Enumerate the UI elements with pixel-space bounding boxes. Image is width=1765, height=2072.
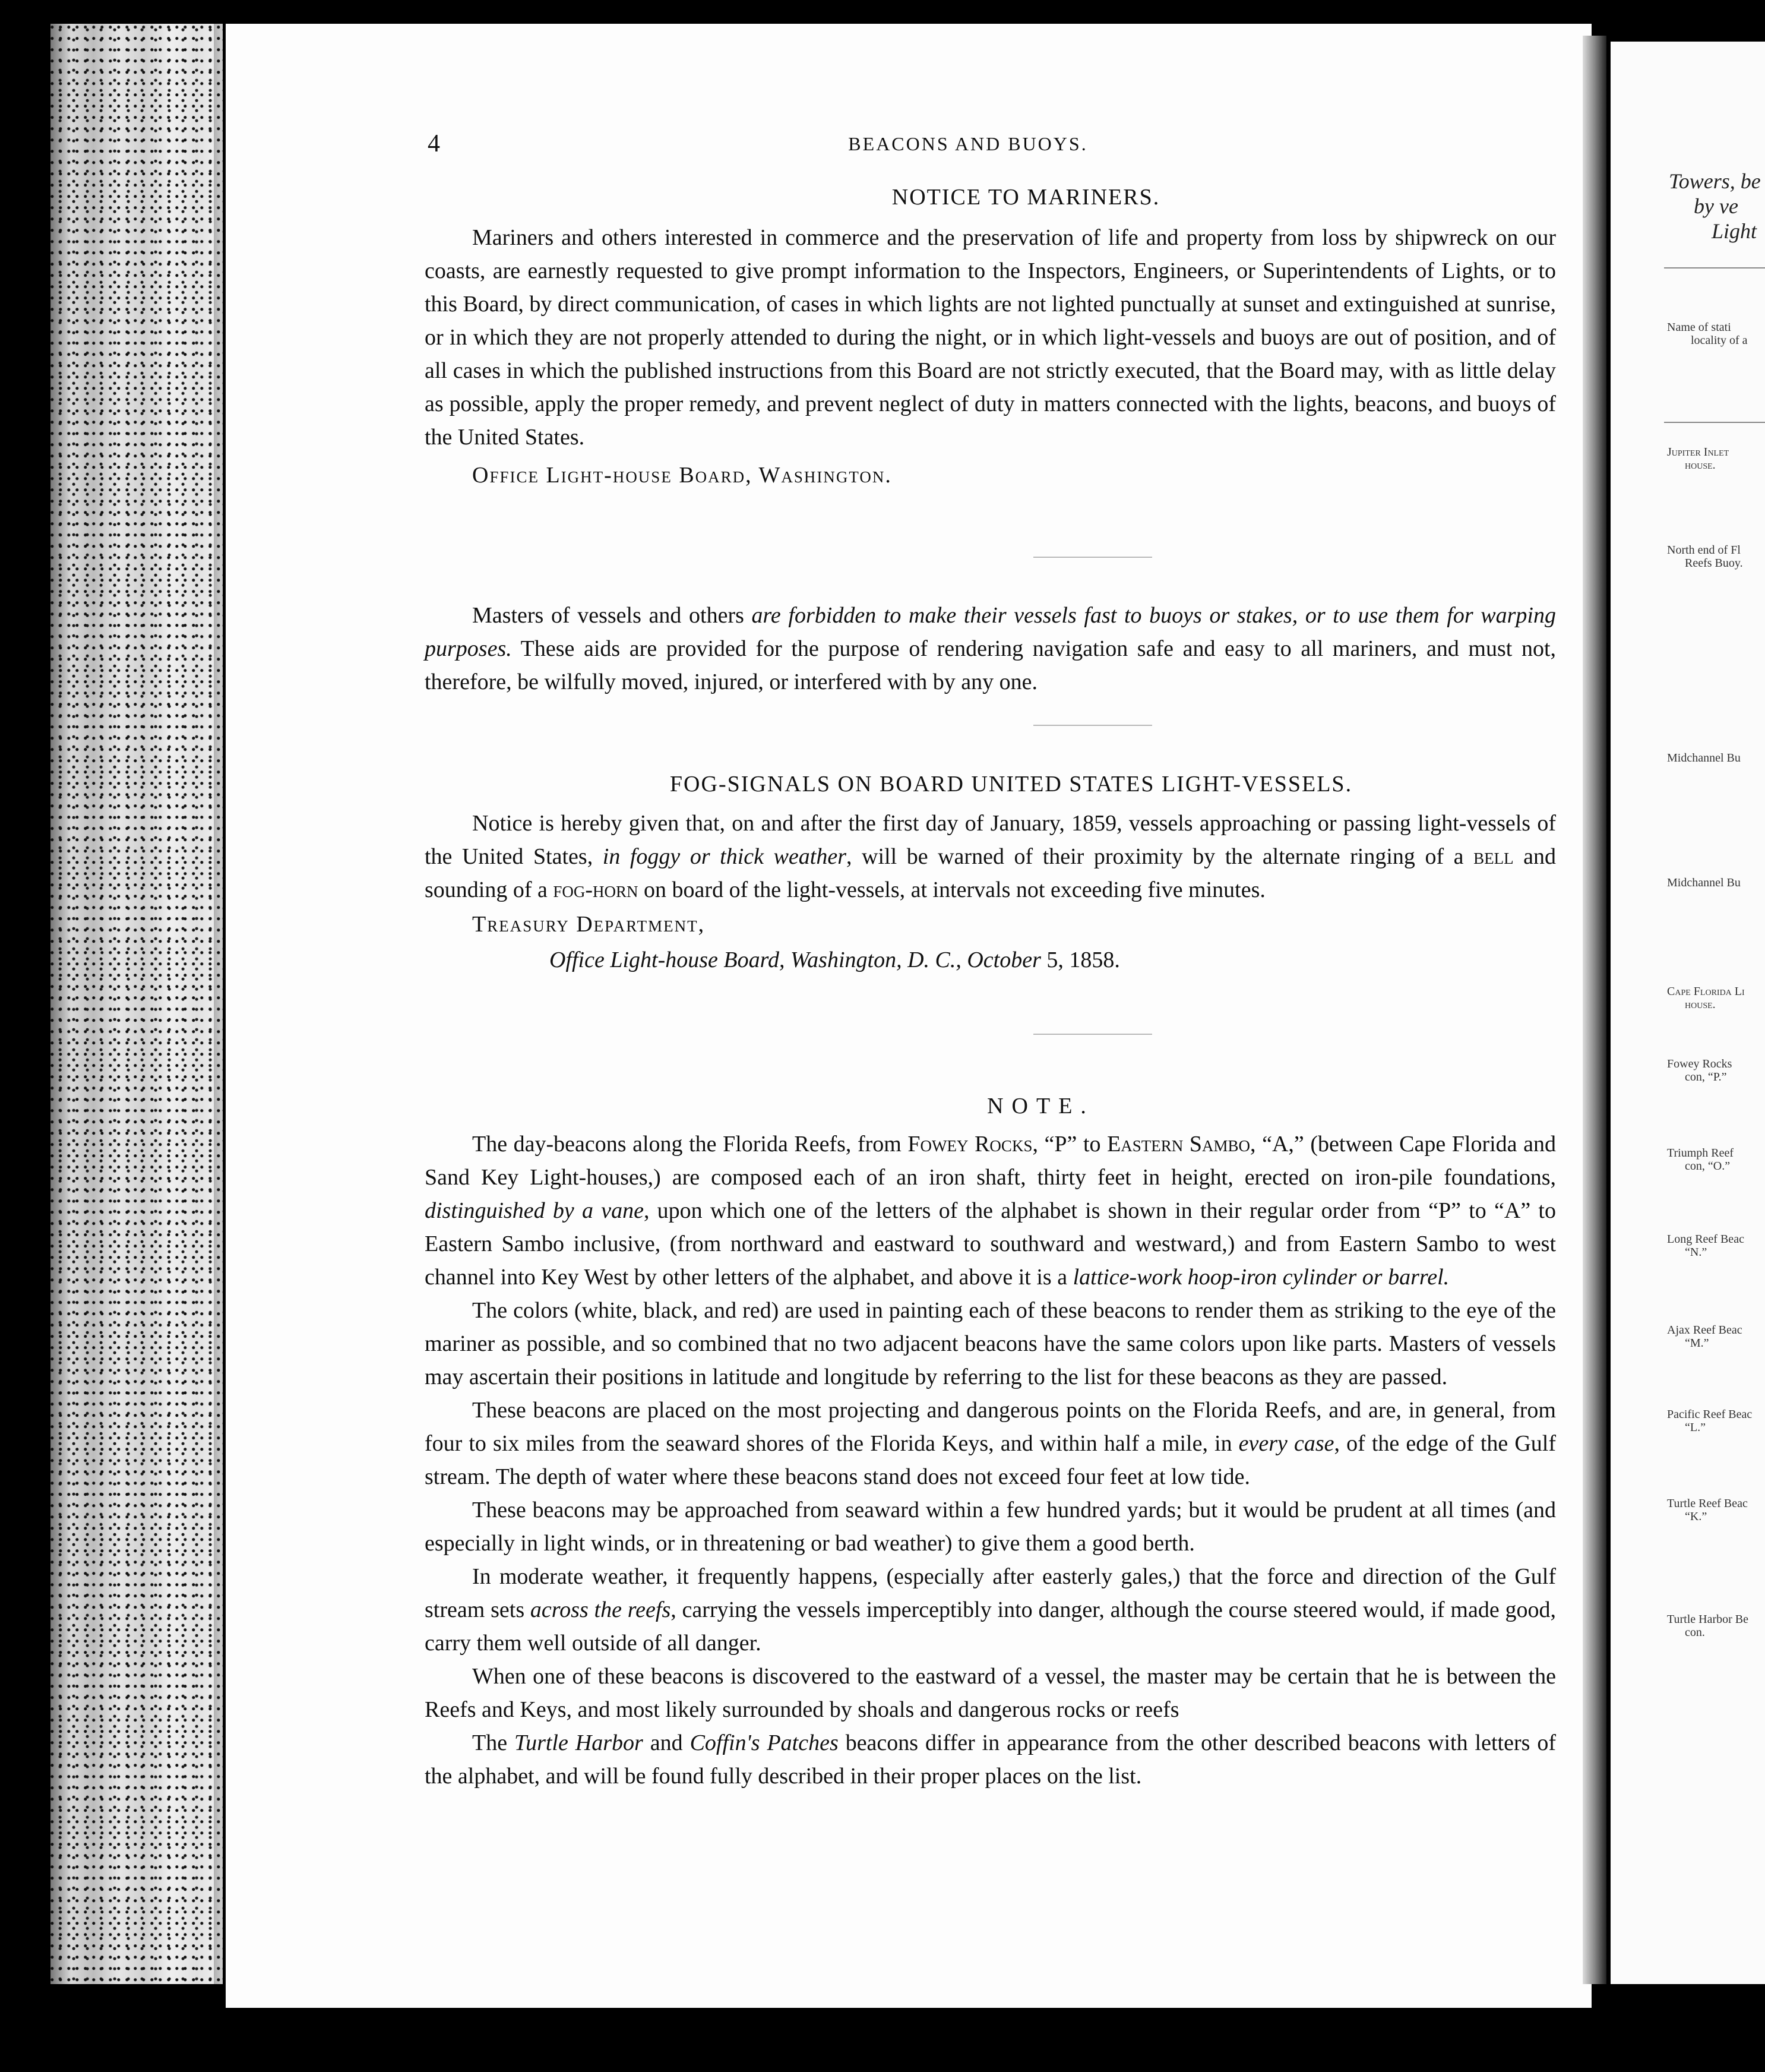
masters-section xyxy=(425,599,1556,699)
facing-entry: Cape Florida Li house. xyxy=(1667,985,1745,1011)
note-paragraph-6: When one of these beacons is discovered to the eastward of a vessel, the master may be certain that he is between the Reefs and Keys, and most likely surrounded by shoals and dangerous rocks or reefs xyxy=(425,1664,1556,1722)
fog-title: FOG-SIGNALS ON BOARD UNITED STATES LIGHT-VESSELS. xyxy=(669,772,1353,797)
note-paragraph-4: These beacons may be approached from seaward within a few hundred yards; but it would be prudent at all times (and especially in light winds, or in threatening or bad weather) to give them a good berth. xyxy=(425,1498,1556,1556)
note-title: NOTE. xyxy=(987,1094,1095,1119)
fog-section xyxy=(425,771,1556,977)
notice-signature: Office Light-house Board, Washington. xyxy=(472,463,892,488)
facing-entry: Long Reef Beac “N.” xyxy=(1667,1233,1744,1259)
note-paragraph-1: The day-beacons along the Florida Reefs, from Fowey Rocks, “P” to Eastern Sambo, “A,” (between Cape Florida and Sand Key Light-houses,) are composed each of an iron shaft, thirty feet in height, erected on iron-pile foundations, distinguished by a vane, upon which one of the letters of the alphabet is shown in their regular order from “P” to “A” to Eastern Sambo inclusive, (from northward and eastward to southward and westward,) and from Eastern Sambo to west channel into Key West by other letters of the alphabet, and above it is a lattice-work hoop-iron cylinder or barrel. xyxy=(425,1132,1556,1290)
fog-department: Treasury Department, xyxy=(472,912,706,937)
facing-entry: Pacific Reef Beac “L.” xyxy=(1667,1408,1753,1434)
facing-page xyxy=(1611,42,1765,1984)
divider xyxy=(1033,725,1152,726)
notice-body: Mariners and others interested in commerce and the preservation of life and property from loss by shipwreck on our coasts, are earnestly requested to give prompt information to the Inspectors, Engineers, or Superintendents of Lights, or to this Board, by direct communication, of cases in which lights are not lighted punctually at sunset and extinguished at sunrise, or in which they are not properly attended to during the night, or in which light-vessels and buoys are out of position, and of all cases in which the published instructions from this Board are not strictly executed, that the Board may, with as little delay as possible, apply the proper remedy, and prevent neglect of duty in matters connected with the lights, beacons, and buoys of the United States. xyxy=(425,225,1556,450)
masters-paragraph: Masters of vessels and others are forbidden to make their vessels fast to buoys or stakes, or to use them for warping purposes. These aids are provided for the purpose of rendering navigation safe and easy to all mariners, and must not, therefore, be wilfully moved, injured, or interfered with by any one. xyxy=(425,603,1556,694)
facing-entry: Turtle Reef Beac “K.” xyxy=(1667,1497,1748,1523)
notice-title: NOTICE TO MARINERS. xyxy=(891,185,1160,210)
facing-entry: Triumph Reef con, “O.” xyxy=(1667,1146,1734,1173)
facing-entry: Midchannel Bu xyxy=(1667,876,1741,889)
facing-entry: Jupiter Inlet house. xyxy=(1667,446,1729,472)
page-curl-shadow xyxy=(1583,36,1606,1984)
note-paragraph-7: The Turtle Harbor and Coffin's Patches beacons differ in appearance from the other described beacons with letters of the alphabet, and will be found fully described in their proper places on the list. xyxy=(425,1730,1556,1789)
facing-header-2: by ve xyxy=(1694,194,1738,218)
notice-section xyxy=(425,184,1556,493)
fog-office-date: Office Light-house Board, Washington, D. C., October 5, 1858. xyxy=(549,947,1120,972)
page-header xyxy=(226,130,1592,159)
divider xyxy=(1033,557,1152,558)
facing-entry: Midchannel Bu xyxy=(1667,751,1741,765)
note-section xyxy=(425,1093,1556,1793)
facing-column-head: Name of stati locality of a xyxy=(1667,321,1748,347)
note-paragraph-3: These beacons are placed on the most projecting and dangerous points on the Florida Reefs, and are, in general, from four to six miles from the seaward shores of the Florida Keys, and within half a mile, in every case, of the edge of the Gulf stream. The depth of water where these beacons stand does not exceed four feet at low tide. xyxy=(425,1398,1557,1489)
facing-entry: Fowey Rocks con, “P.” xyxy=(1667,1057,1732,1084)
facing-entry: Turtle Harbor Be con. xyxy=(1667,1613,1749,1639)
facing-rule xyxy=(1664,267,1765,269)
facing-entry: North end of Fl Reefs Buoy. xyxy=(1667,544,1743,570)
facing-header-1: Towers, be xyxy=(1669,169,1761,193)
facing-entry: Ajax Reef Beac “M.” xyxy=(1667,1324,1742,1350)
page-number: 4 xyxy=(428,130,440,157)
facing-header-3: Light xyxy=(1712,219,1757,243)
note-paragraph-2: The colors (white, black, and red) are used in painting each of these beacons to render them as striking to the eye of the mariner as possible, and so combined that no two adjacent beacons have the same colors upon like parts. Masters of vessels may ascertain their positions in latitude and longitude by referring to the list for these beacons as they are passed. xyxy=(425,1298,1556,1389)
left-page xyxy=(226,24,1592,2008)
facing-rule xyxy=(1664,422,1765,423)
running-title: BEACONS AND BUOYS. xyxy=(848,133,1088,154)
book-page-edges xyxy=(50,24,223,1984)
fog-paragraph: Notice is hereby given that, on and after the first day of January, 1859, vessels approaching or passing light-vessels of the United States, in foggy or thick weather, will be warned of their proximity by the alternate ringing of a bell and sounding of a fog-horn on board of the light-vessels, at intervals not exceeding five minutes. xyxy=(425,811,1557,902)
divider xyxy=(1033,1034,1152,1035)
note-paragraph-5: In moderate weather, it frequently happens, (especially after easterly gales,) that the force and direction of the Gulf stream sets across the reefs, carrying the vessels imperceptibly into danger, although the course steered would, if made good, carry them well outside of all danger. xyxy=(425,1564,1556,1656)
